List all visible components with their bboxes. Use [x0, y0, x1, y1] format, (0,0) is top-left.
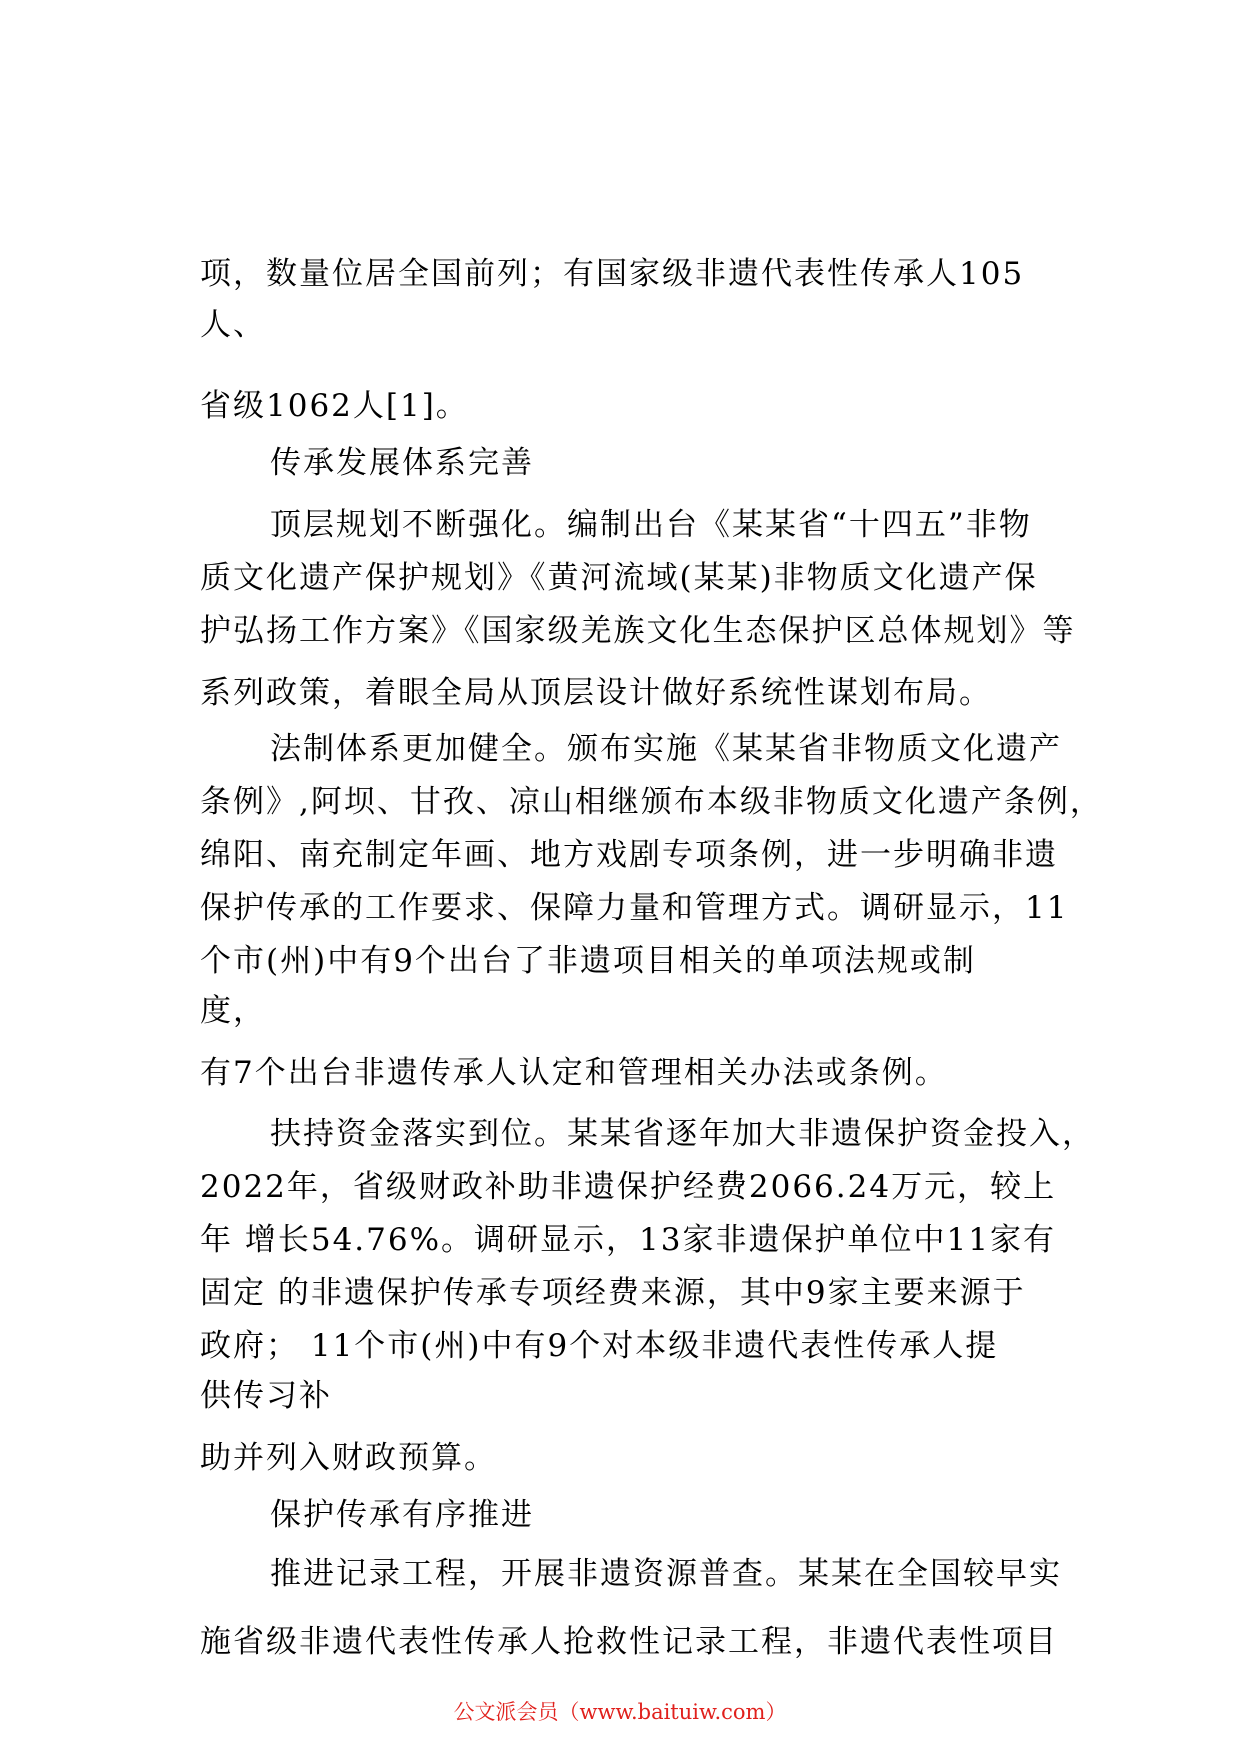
text-line: 推进记录工程，开展非遗资源普查。某某在全国较早实: [270, 1556, 1062, 1592]
text-line: 供传习补: [200, 1378, 332, 1414]
text-line: 法制体系更加健全。颁布实施《某某省非物质文化遗产: [270, 731, 1062, 767]
section-heading: 传承发展体系完善: [270, 445, 534, 481]
section-heading: 保护传承有序推进: [270, 1497, 534, 1533]
text-line: 政府； 11个市(州)中有9个对本级非遗代表性传承人提: [200, 1328, 999, 1364]
text-line: 年 增长54.76%。调研显示，13家非遗保护单位中11家有: [200, 1222, 1056, 1258]
text-line: 绵阳、南充制定年画、地方戏剧专项条例，进一步明确非遗: [200, 837, 1058, 873]
text-line: 质文化遗产保护规划》《黄河流域(某某)非物质文化遗产保: [200, 560, 1038, 596]
text-line: 省级1062人[1]。: [200, 388, 469, 424]
text-line: 有7个出台非遗传承人认定和管理相关办法或条例。: [200, 1055, 948, 1091]
text-line: 条例》,阿坝、甘孜、凉山相继颁布本级非物质文化遗产条例，: [200, 784, 1103, 820]
text-line: 系列政策，着眼全局从顶层设计做好系统性谋划布局。: [200, 675, 992, 711]
text-line: 度，: [200, 993, 266, 1029]
text-line: 个市(州)中有9个出台了非遗项目相关的单项法规或制: [200, 943, 976, 979]
text-line: 护弘扬工作方案》《国家级羌族文化生态保护区总体规划》等: [200, 613, 1076, 649]
text-line: 人、: [200, 307, 266, 343]
text-line: 顶层规划不断强化。编制出台《某某省“十四五”非物: [270, 507, 1032, 543]
text-line: 固定 的非遗保护传承专项经费来源，其中9家主要来源于: [200, 1275, 1026, 1311]
footer-watermark: 公文派会员（www.baituiw.com）: [453, 1700, 787, 1724]
text-line: 2022年，省级财政补助非遗保护经费2066.24万元，较上: [200, 1169, 1057, 1205]
text-line: 助并列入财政预算。: [200, 1440, 497, 1476]
text-line: 施省级非遗代表性传承人抢救性记录工程，非遗代表性项目: [200, 1624, 1058, 1660]
text-line: 项，数量位居全国前列；有国家级非遗代表性传承人105: [200, 256, 1025, 292]
text-line: 保护传承的工作要求、保障力量和管理方式。调研显示，11: [200, 890, 1069, 926]
text-line: 扶持资金落实到位。某某省逐年加大非遗保护资金投入，: [270, 1116, 1095, 1152]
